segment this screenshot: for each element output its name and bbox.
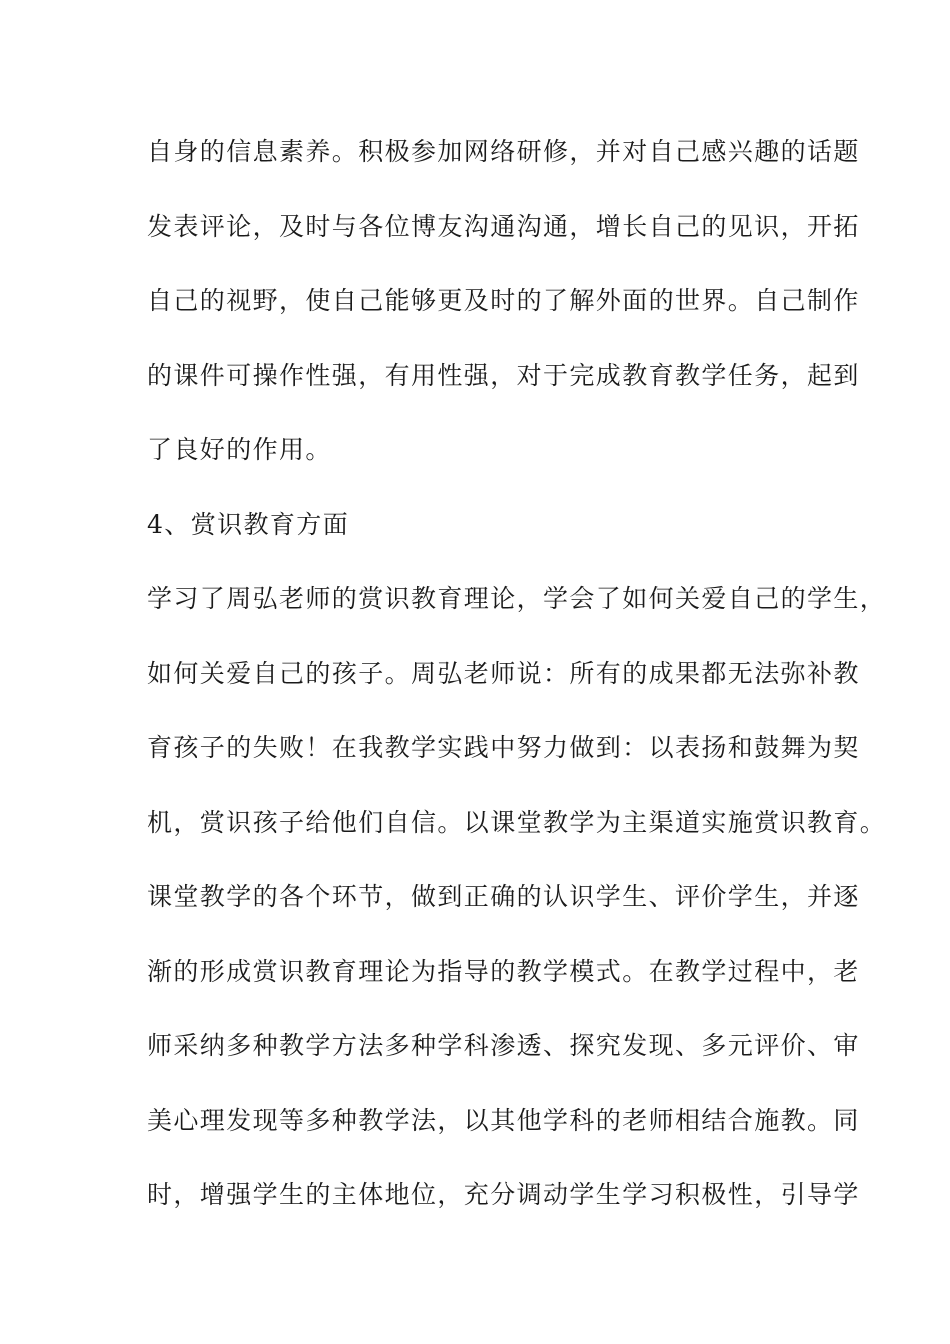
paragraph-line: 的课件可操作性强，有用性强，对于完成教育教学任务，起到 bbox=[147, 361, 860, 390]
paragraph-line: 机，赏识孩子给他们自信。以课堂教学为主渠道实施赏识教育。 bbox=[147, 808, 887, 837]
paragraph-line: 育孩子的失败！在我教学实践中努力做到：以表扬和鼓舞为契 bbox=[147, 733, 860, 762]
paragraph-line: 自己的视野，使自己能够更及时的了解外面的世界。自己制作 bbox=[147, 286, 860, 315]
section-heading: 4、赏识教育方面 bbox=[147, 510, 350, 539]
paragraph-line: 了良好的作用。 bbox=[147, 435, 332, 464]
paragraph-line: 课堂教学的各个环节，做到正确的认识学生、评价学生，并逐 bbox=[147, 882, 860, 911]
paragraph-line: 如何关爱自己的孩子。周弘老师说：所有的成果都无法弥补教 bbox=[147, 659, 860, 688]
paragraph-line: 美心理发现等多种教学法，以其他学科的老师相结合施教。同 bbox=[147, 1106, 860, 1135]
paragraph-line: 发表评论，及时与各位博友沟通沟通，增长自己的见识，开拓 bbox=[147, 212, 860, 241]
paragraph-line: 师采纳多种教学方法多种学科渗透、探究发现、多元评价、审 bbox=[147, 1031, 860, 1060]
paragraph-line: 渐的形成赏识教育理论为指导的教学模式。在教学过程中，老 bbox=[147, 957, 860, 986]
paragraph-line: 自身的信息素养。积极参加网络研修，并对自己感兴趣的话题 bbox=[147, 137, 860, 166]
paragraph-line: 学习了周弘老师的赏识教育理论，学会了如何关爱自己的学生， bbox=[147, 584, 887, 613]
paragraph-line: 时，增强学生的主体地位，充分调动学生学习积极性，引导学 bbox=[147, 1180, 860, 1209]
